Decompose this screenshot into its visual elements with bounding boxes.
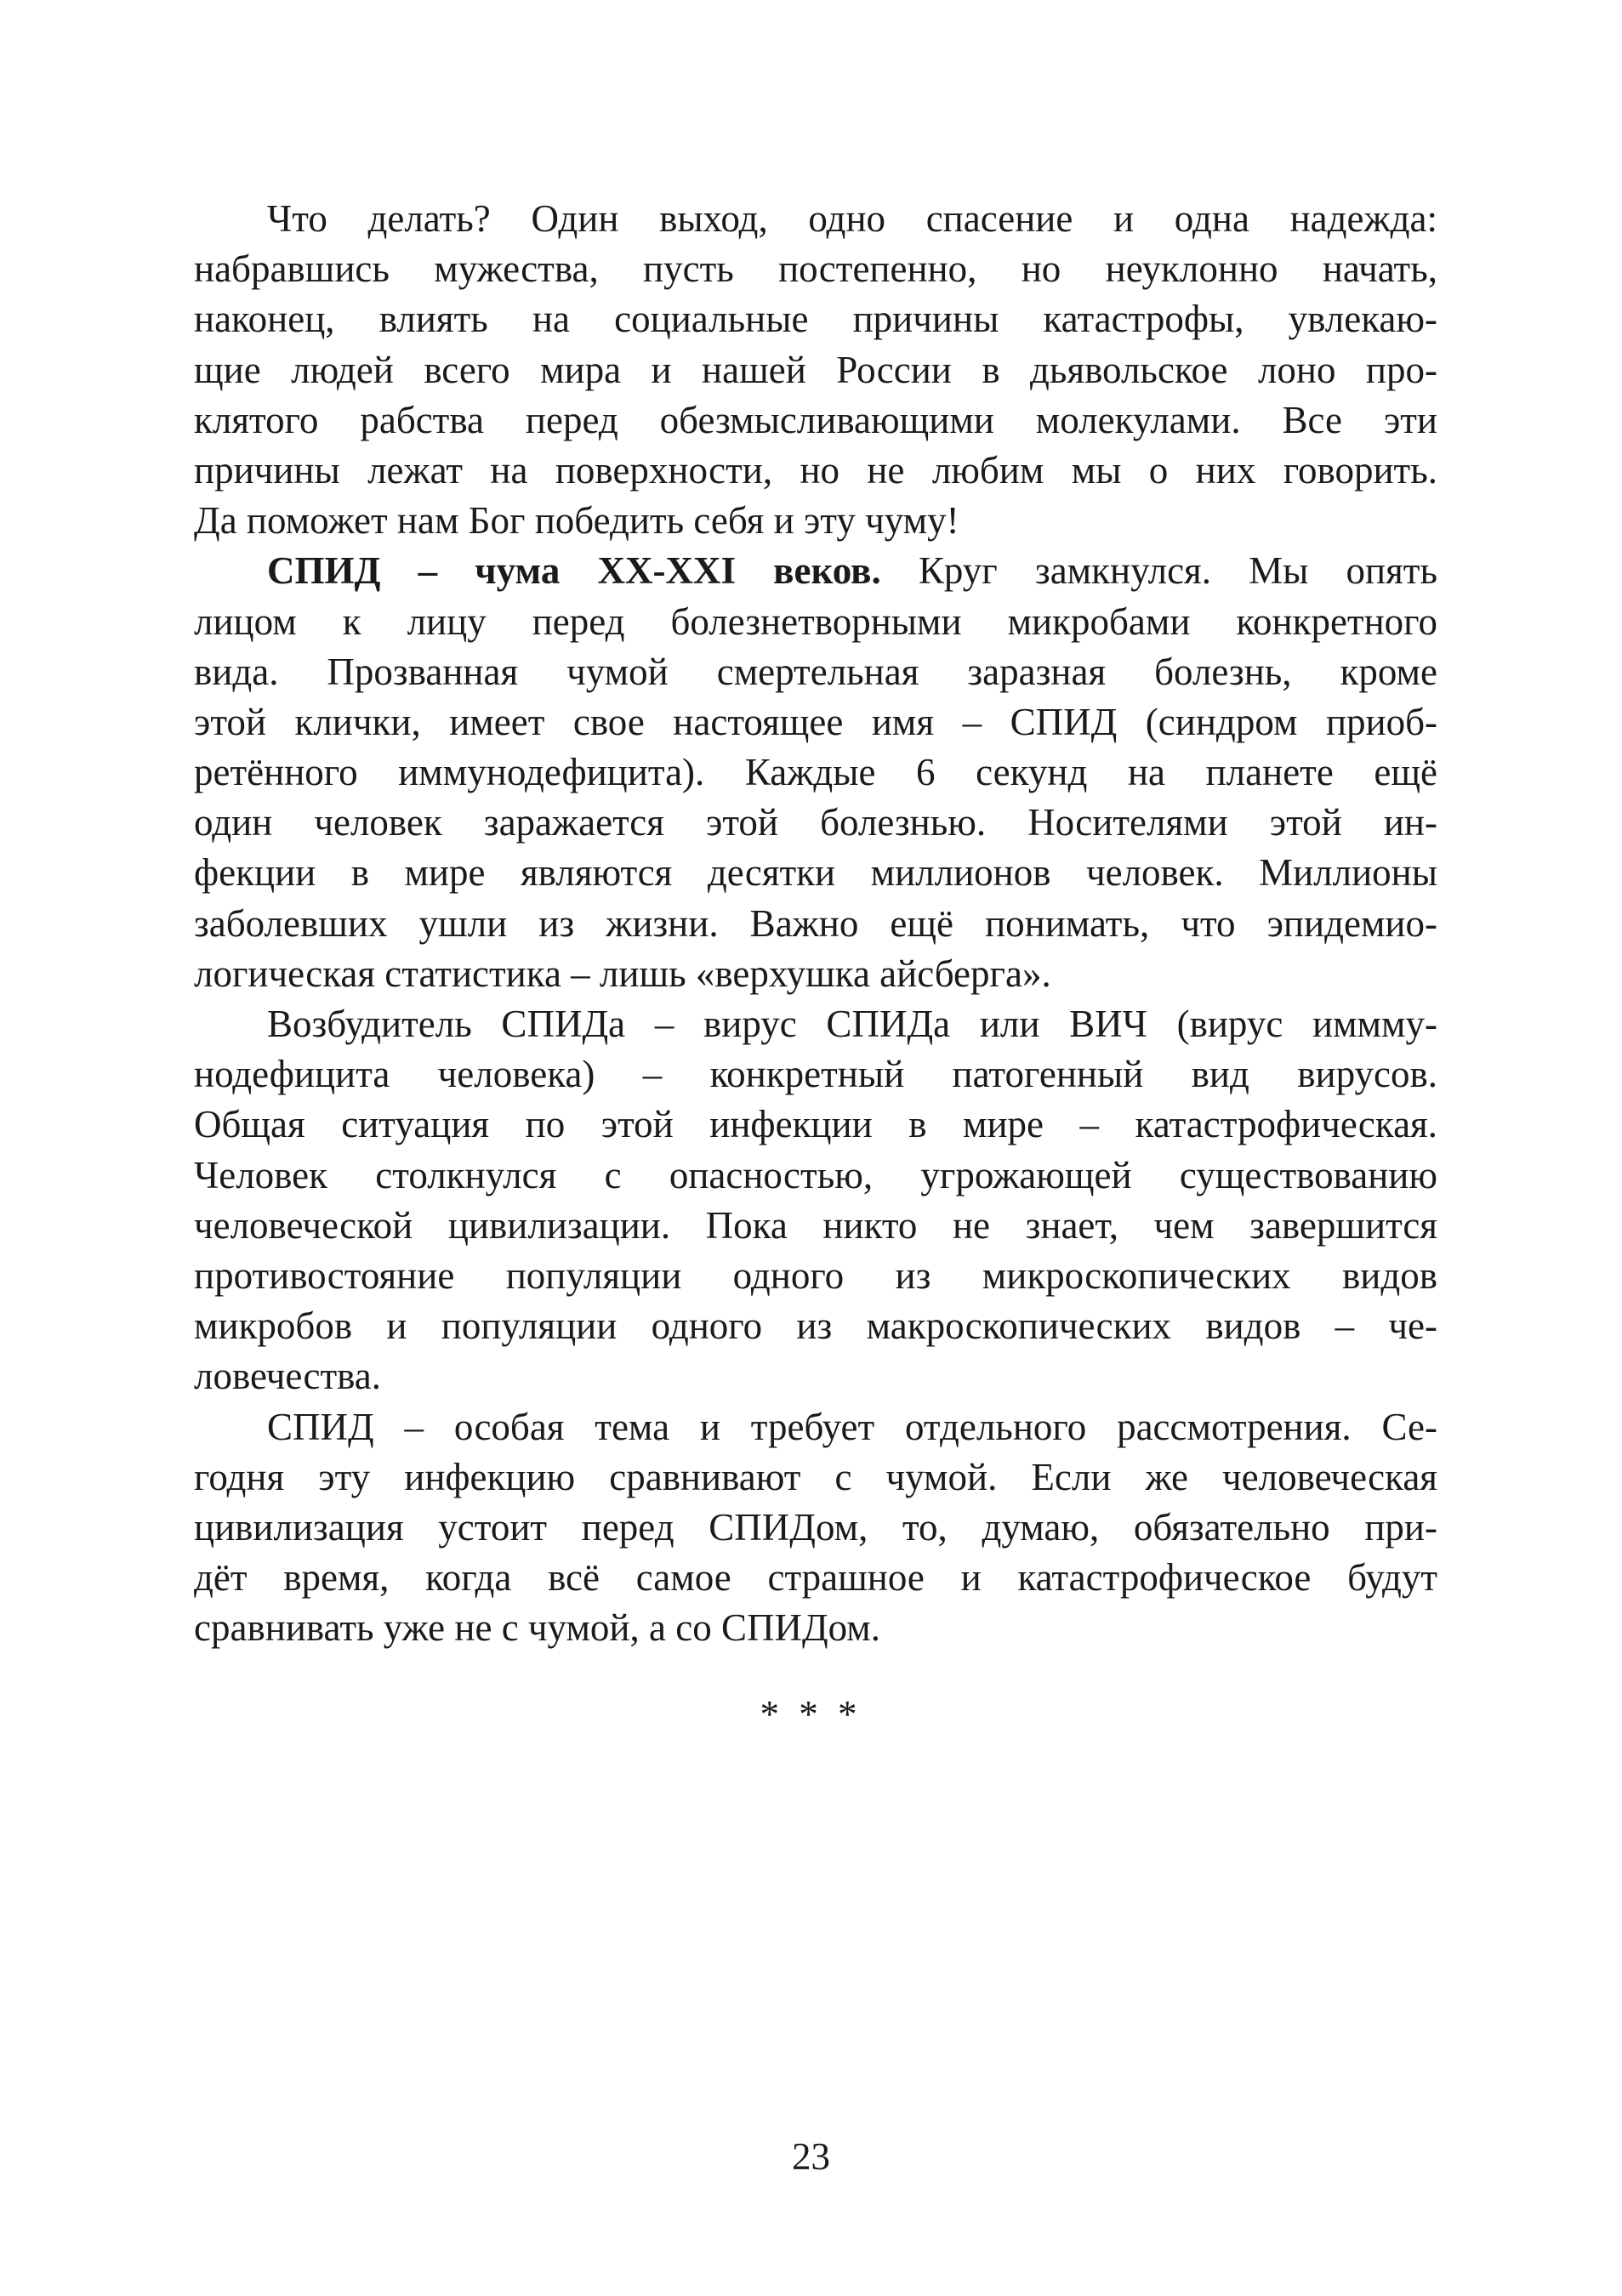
text-line: заболевших ушли из жизни. Важно ещё понимать, что эпидемио- [194,901,1437,945]
text-line: Да поможет нам Бог победить себя и эту чуму! [194,499,959,543]
text-line: СПИД – особая тема и требует отдельного рассмотрения. Се- [267,1405,1437,1448]
text-line: Возбудитель СПИДа – вирус СПИДа или ВИЧ (вирус иммму- [267,1003,1437,1045]
text-line: один человек заражается этой болезнью. Носителями этой ин- [194,801,1437,844]
text-line: клятого рабства перед обезмысливающими молекулами. Все эти [194,398,1437,441]
text-line: этой клички, имеет свое настоящее имя – СПИД (синдром приоб- [194,700,1437,743]
text-line: сравнивать уже не с чумой, а со СПИДом. [194,1606,881,1650]
text-line: Общая ситуация по этой инфекции в мире – катастрофическая. [194,1103,1437,1146]
text-line: фекции в мире являются десятки миллионов человек. Миллионы [194,851,1437,895]
text-line: набравшись мужества, пусть постепенно, но неуклонно начать, [194,247,1437,291]
text-line-with-heading [194,546,1437,596]
text-line: ловечества. [194,1355,382,1398]
text-line: ретённого иммунодефицита). Каждые 6 секунд на планете ещё [194,751,1437,794]
text-line: щие людей всего мира и нашей России в дьявольское лоно про- [194,348,1437,391]
text-line: логическая статистика – лишь «верхушка айсберга». [194,952,1051,995]
text-line: годня эту инфекцию сравнивают с чумой. Если же человеческая [194,1455,1437,1498]
text-line: Что делать? Один выход, одно спасение и одна надежда: [267,197,1437,240]
text-line: вида. Прозванная чумой смертельная заразная болезнь, кроме [194,650,1437,693]
text-run: Круг замкнулся. Мы опять [880,549,1437,593]
body-text [194,194,1437,1653]
section-separator: * * * [760,1693,862,1736]
text-line: лицом к лицу перед болезнетворными микробами конкретного [194,600,1437,643]
page-number: 23 [792,2135,830,2178]
text-line: Человек столкнулся с опасностью, угрожающей существованию [194,1153,1437,1196]
text-line: причины лежат на поверхности, но не любим мы о них говорить. [194,448,1437,492]
section-heading: СПИД – чума XX-XXI веков. [267,549,881,593]
text-line: наконец, влиять на социальные причины катастрофы, увлекаю- [194,298,1437,341]
text-line: противостояние популяции одного из микроскопических видов [194,1253,1437,1297]
text-line: человеческой цивилизации. Пока никто не знает, чем завершится [194,1203,1437,1247]
text-line: микробов и популяции одного из макроскопических видов – че- [194,1304,1437,1348]
text-line: дёт время, когда всё самое страшное и катастрофическое будут [194,1556,1437,1600]
text-line: нодефицита человека) – конкретный патогенный вид вирусов. [194,1053,1437,1096]
text-line: цивилизация устоит перед СПИДом, то, думаю, обязательно при- [194,1505,1437,1549]
